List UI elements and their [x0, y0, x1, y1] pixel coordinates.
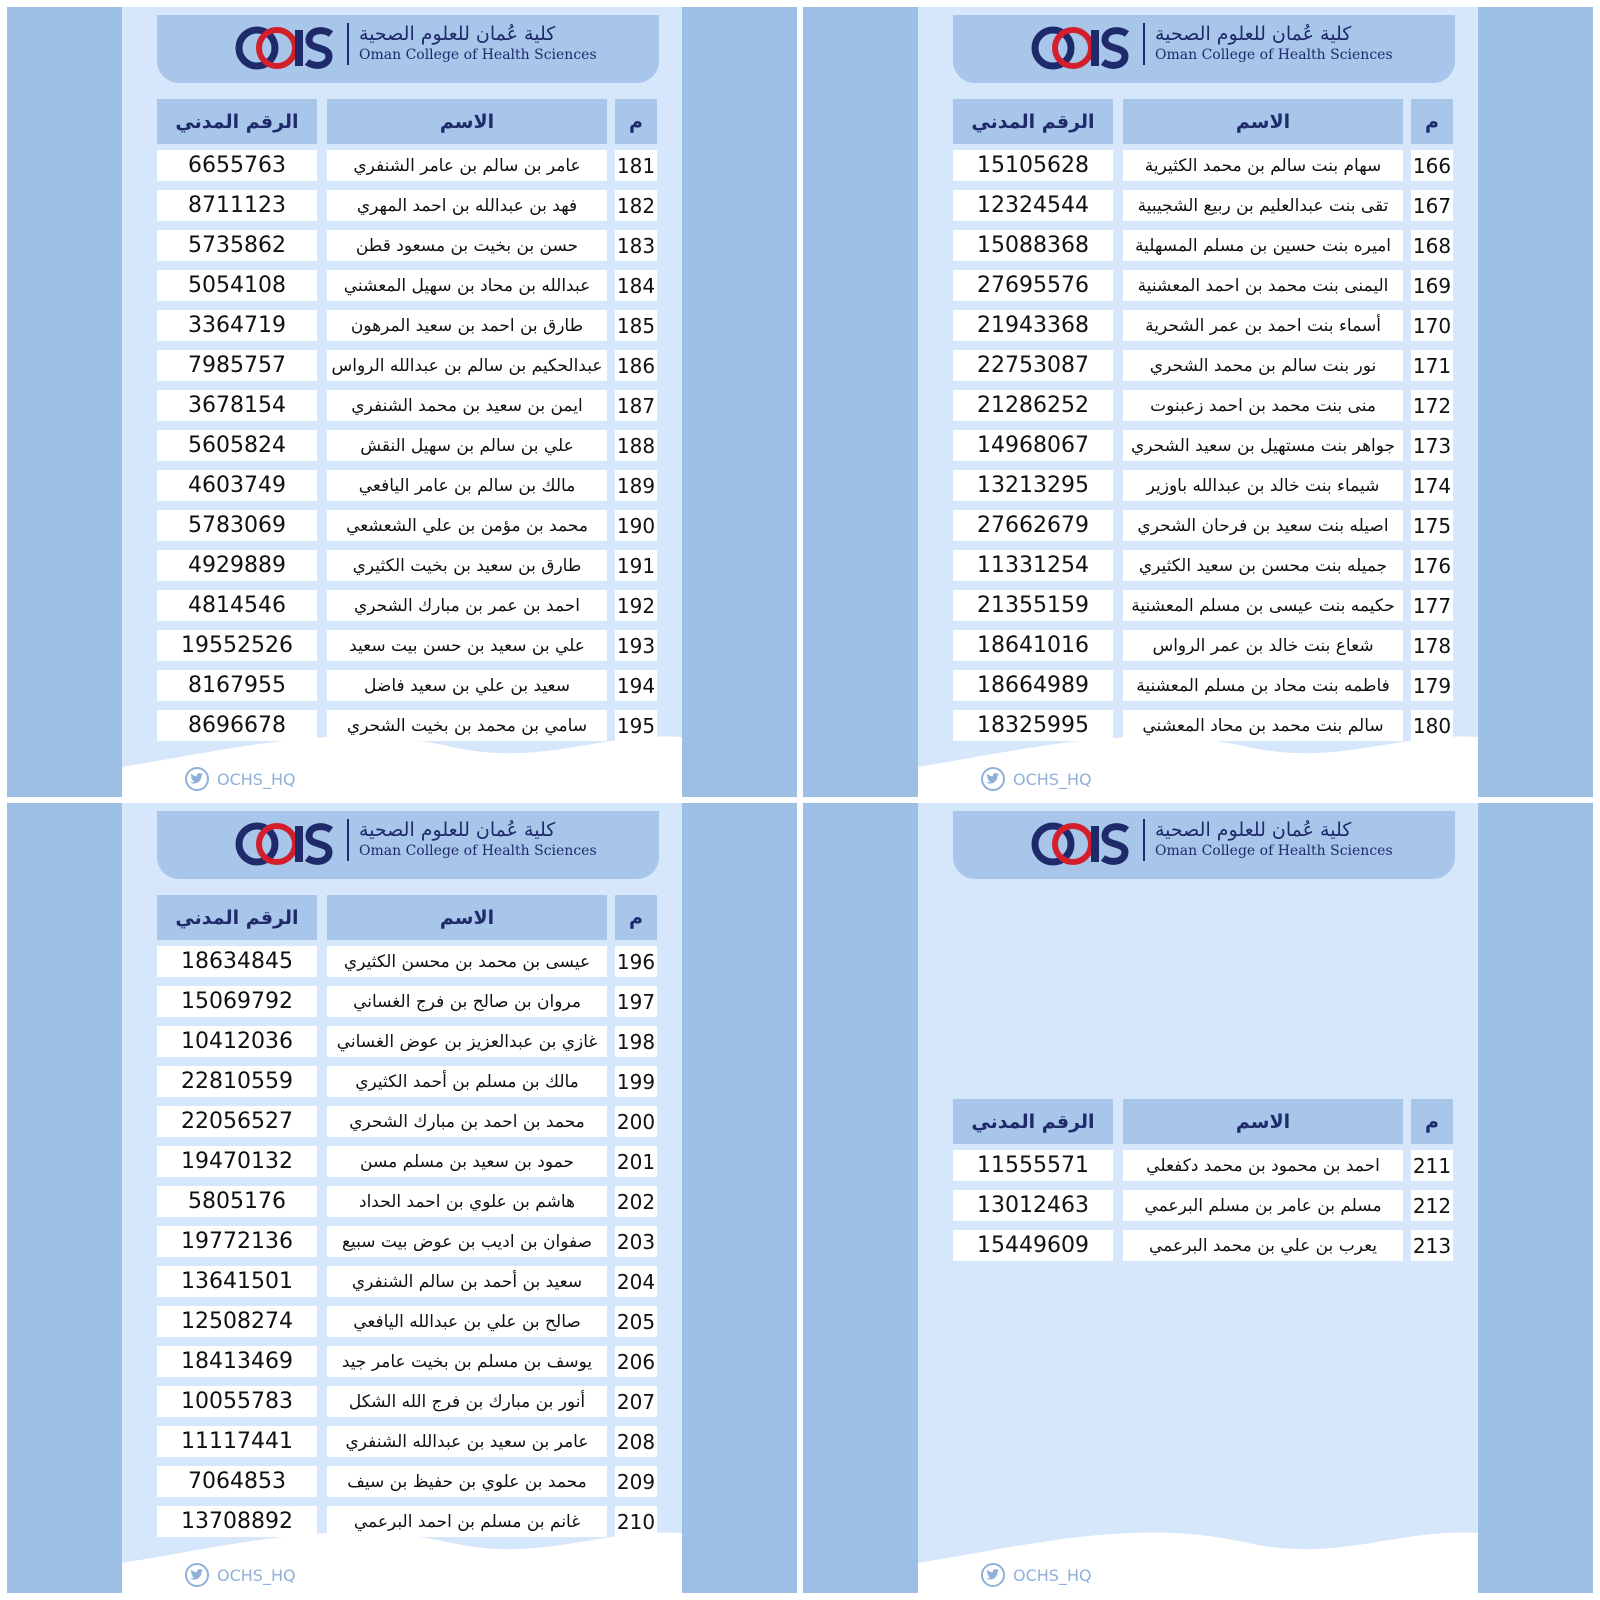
number-cell: 208	[615, 1426, 657, 1457]
ochs-logo-icon	[235, 22, 335, 74]
name-cell: احمد بن محمود بن محمد دكفعلي	[1123, 1150, 1403, 1181]
college-header	[157, 15, 659, 83]
header-civil-id: الرقم المدني	[157, 99, 317, 144]
civil-id-cell: 13213295	[953, 470, 1113, 501]
civil-id-cell: 15105628	[953, 150, 1113, 181]
twitter-bird-icon	[185, 1563, 209, 1587]
ochs-logo-icon	[235, 818, 335, 870]
number-cell: 175	[1411, 510, 1453, 541]
college-header	[157, 811, 659, 879]
name-cell: طارق بن احمد بن سعيد المرهون	[327, 310, 607, 341]
civil-id-cell: 15449609	[953, 1230, 1113, 1261]
number-cell: 173	[1411, 430, 1453, 461]
number-cell: 205	[615, 1306, 657, 1337]
header-number: م	[615, 895, 657, 940]
civil-id-cell: 4603749	[157, 470, 317, 501]
header-number: م	[1411, 99, 1453, 144]
civil-id-cell: 5605824	[157, 430, 317, 461]
number-cell: 178	[1411, 630, 1453, 661]
civil-id-cell: 18634845	[157, 946, 317, 977]
header-name: الاسم	[327, 895, 607, 940]
civil-id-cell: 15088368	[953, 230, 1113, 261]
civil-id-cell: 5735862	[157, 230, 317, 261]
name-cell: نور بنت سالم بن محمد الشحري	[1123, 350, 1403, 381]
header-civil-id: الرقم المدني	[953, 1099, 1113, 1144]
number-cell: 181	[615, 150, 657, 181]
civil-id-cell: 3364719	[157, 310, 317, 341]
college-name-ar: كلية عُمان للعلوم الصحية	[1155, 23, 1352, 45]
name-cell: جميله بنت محسن بن سعيد الكثيري	[1123, 550, 1403, 581]
name-cell: سعيد بن علي بن سعيد فاضل	[327, 670, 607, 701]
header-number: م	[615, 99, 657, 144]
logo-text	[347, 819, 599, 861]
civil-id-cell: 11331254	[953, 550, 1113, 581]
civil-id-cell: 7985757	[157, 350, 317, 381]
twitter-bird-icon	[185, 767, 209, 791]
college-name-en: Oman College of Health Sciences	[359, 843, 597, 859]
name-cell: مروان بن صالح بن فرج الغساني	[327, 986, 607, 1017]
name-cell: احمد بن عمر بن مبارك الشحري	[327, 590, 607, 621]
number-cell: 176	[1411, 550, 1453, 581]
number-cell: 209	[615, 1466, 657, 1497]
twitter-handle: OCHS_HQ	[1013, 769, 1092, 789]
name-cell: اليمنى بنت محمد بن احمد المعشنية	[1123, 270, 1403, 301]
number-cell: 195	[615, 710, 657, 741]
civil-id-cell: 11555571	[953, 1150, 1113, 1181]
panel-2	[803, 7, 1593, 797]
number-cell: 170	[1411, 310, 1453, 341]
civil-id-cell: 18413469	[157, 1346, 317, 1377]
civil-id-cell: 8711123	[157, 190, 317, 221]
name-cell: صفوان بن اديب بن عوض بيت سبيع	[327, 1226, 607, 1257]
name-cell: مسلم بن عامر بن مسلم البرعمي	[1123, 1190, 1403, 1221]
name-cell: أنور بن مبارك بن فرج الله الشكل	[327, 1386, 607, 1417]
number-cell: 187	[615, 390, 657, 421]
number-cell: 189	[615, 470, 657, 501]
name-cell: غازي بن عبدالعزيز بن عوض الغساني	[327, 1026, 607, 1057]
twitter-handle: OCHS_HQ	[217, 769, 296, 789]
name-cell: سامي بن محمد بن بخيت الشحري	[327, 710, 607, 741]
name-cell: شيماء بنت خالد بن عبدالله باوزير	[1123, 470, 1403, 501]
name-cell: أسماء بنت احمد بن عمر الشحرية	[1123, 310, 1403, 341]
number-cell: 167	[1411, 190, 1453, 221]
number-cell: 180	[1411, 710, 1453, 741]
number-cell: 183	[615, 230, 657, 261]
number-cell: 179	[1411, 670, 1453, 701]
college-header	[953, 15, 1455, 83]
name-cell: عامر بن سالم بن عامر الشنفري	[327, 150, 607, 181]
name-cell: ايمن بن سعيد بن محمد الشنفري	[327, 390, 607, 421]
twitter-link[interactable]	[185, 767, 296, 791]
header-civil-id: الرقم المدني	[157, 895, 317, 940]
name-cell: فاطمه بنت محاد بن مسلم المعشنية	[1123, 670, 1403, 701]
civil-id-cell: 4814546	[157, 590, 317, 621]
civil-id-cell: 18641016	[953, 630, 1113, 661]
twitter-bird-icon	[981, 767, 1005, 791]
number-cell: 211	[1411, 1150, 1453, 1181]
civil-id-cell: 14968067	[953, 430, 1113, 461]
name-cell: مالك بن مسلم بن أحمد الكثيري	[327, 1066, 607, 1097]
twitter-link[interactable]	[185, 1563, 296, 1587]
number-cell: 192	[615, 590, 657, 621]
number-cell: 184	[615, 270, 657, 301]
twitter-handle: OCHS_HQ	[1013, 1565, 1092, 1585]
number-cell: 204	[615, 1266, 657, 1297]
number-cell: 200	[615, 1106, 657, 1137]
number-cell: 207	[615, 1386, 657, 1417]
civil-id-cell: 21943368	[953, 310, 1113, 341]
number-cell: 196	[615, 946, 657, 977]
civil-id-cell: 19552526	[157, 630, 317, 661]
logo-text	[347, 23, 599, 65]
civil-id-cell: 27695576	[953, 270, 1113, 301]
civil-id-cell: 3678154	[157, 390, 317, 421]
college-name-en: Oman College of Health Sciences	[1155, 47, 1393, 63]
number-cell: 206	[615, 1346, 657, 1377]
ochs-logo-icon	[1031, 818, 1131, 870]
civil-id-cell: 5783069	[157, 510, 317, 541]
name-cell: عامر بن سعيد بن عبدالله الشنفري	[327, 1426, 607, 1457]
civil-id-cell: 5805176	[157, 1186, 317, 1217]
twitter-link[interactable]	[981, 1563, 1092, 1587]
college-name-en: Oman College of Health Sciences	[359, 47, 597, 63]
logo	[1031, 22, 1131, 78]
college-name-en: Oman College of Health Sciences	[1155, 843, 1393, 859]
panel-1	[7, 7, 797, 797]
number-cell: 197	[615, 986, 657, 1017]
civil-id-cell: 22810559	[157, 1066, 317, 1097]
number-cell: 210	[615, 1506, 657, 1537]
civil-id-cell: 10055783	[157, 1386, 317, 1417]
name-cell: تقى بنت عبدالعليم بن ربيع الشجيبية	[1123, 190, 1403, 221]
name-cell: علي بن سالم بن سهيل النقش	[327, 430, 607, 461]
civil-id-cell: 11117441	[157, 1426, 317, 1457]
name-cell: محمد بن مؤمن بن علي الشعشعي	[327, 510, 607, 541]
name-cell: منى بنت محمد بن احمد زعبنوت	[1123, 390, 1403, 421]
number-cell: 188	[615, 430, 657, 461]
number-cell: 171	[1411, 350, 1453, 381]
panel-3	[7, 803, 797, 1593]
name-cell: فهد بن عبدالله بن احمد المهري	[327, 190, 607, 221]
name-cell: عيسى بن محمد بن محسن الكثيري	[327, 946, 607, 977]
logo	[1031, 818, 1131, 874]
civil-id-cell: 4929889	[157, 550, 317, 581]
number-cell: 185	[615, 310, 657, 341]
name-cell: سهام بنت سالم بن محمد الكثيرية	[1123, 150, 1403, 181]
name-cell: جواهر بنت مستهيل بن سعيد الشحري	[1123, 430, 1403, 461]
civil-id-cell: 12324544	[953, 190, 1113, 221]
number-cell: 201	[615, 1146, 657, 1177]
civil-id-cell: 21355159	[953, 590, 1113, 621]
civil-id-cell: 18664989	[953, 670, 1113, 701]
number-cell: 212	[1411, 1190, 1453, 1221]
civil-id-cell: 8167955	[157, 670, 317, 701]
twitter-bird-icon	[981, 1563, 1005, 1587]
civil-id-cell: 13708892	[157, 1506, 317, 1537]
civil-id-cell: 19470132	[157, 1146, 317, 1177]
number-cell: 168	[1411, 230, 1453, 261]
college-header	[953, 811, 1455, 879]
name-cell: سعيد بن أحمد بن سالم الشنفري	[327, 1266, 607, 1297]
number-cell: 166	[1411, 150, 1453, 181]
ochs-logo-icon	[1031, 22, 1131, 74]
civil-id-cell: 19772136	[157, 1226, 317, 1257]
twitter-link[interactable]	[981, 767, 1092, 791]
logo	[235, 22, 335, 78]
name-cell: طارق بن سعيد بن بخيت الكثيري	[327, 550, 607, 581]
header-name: الاسم	[327, 99, 607, 144]
twitter-handle: OCHS_HQ	[217, 1565, 296, 1585]
header-civil-id: الرقم المدني	[953, 99, 1113, 144]
number-cell: 172	[1411, 390, 1453, 421]
logo-text	[1143, 819, 1395, 861]
number-cell: 213	[1411, 1230, 1453, 1261]
number-cell: 199	[615, 1066, 657, 1097]
header-number: م	[1411, 1099, 1453, 1144]
number-cell: 174	[1411, 470, 1453, 501]
name-cell: سالم بنت محمد بن محاد المعشني	[1123, 710, 1403, 741]
header-name: الاسم	[1123, 1099, 1403, 1144]
name-cell: يوسف بن مسلم بن بخيت عامر جيد	[327, 1346, 607, 1377]
number-cell: 169	[1411, 270, 1453, 301]
civil-id-cell: 22056527	[157, 1106, 317, 1137]
header-name: الاسم	[1123, 99, 1403, 144]
civil-id-cell: 7064853	[157, 1466, 317, 1497]
civil-id-cell: 10412036	[157, 1026, 317, 1057]
name-cell: شعاع بنت خالد بن عمر الرواس	[1123, 630, 1403, 661]
civil-id-cell: 12508274	[157, 1306, 317, 1337]
name-cell: عبدالله بن محاد بن سهيل المعشني	[327, 270, 607, 301]
number-cell: 186	[615, 350, 657, 381]
number-cell: 190	[615, 510, 657, 541]
civil-id-cell: 21286252	[953, 390, 1113, 421]
number-cell: 177	[1411, 590, 1453, 621]
number-cell: 202	[615, 1186, 657, 1217]
name-cell: غانم بن مسلم بن احمد البرعمي	[327, 1506, 607, 1537]
number-cell: 193	[615, 630, 657, 661]
name-cell: اصيله بنت سعيد بن فرحان الشحري	[1123, 510, 1403, 541]
logo-text	[1143, 23, 1395, 65]
civil-id-cell: 6655763	[157, 150, 317, 181]
name-cell: عبدالحكيم بن سالم بن عبدالله الرواس	[327, 350, 607, 381]
college-name-ar: كلية عُمان للعلوم الصحية	[1155, 819, 1352, 841]
civil-id-cell: 27662679	[953, 510, 1113, 541]
logo	[235, 818, 335, 874]
name-cell: هاشم بن علوي بن احمد الحداد	[327, 1186, 607, 1217]
civil-id-cell: 18325995	[953, 710, 1113, 741]
name-cell: مالك بن سالم بن عامر اليافعي	[327, 470, 607, 501]
civil-id-cell: 8696678	[157, 710, 317, 741]
number-cell: 191	[615, 550, 657, 581]
college-name-ar: كلية عُمان للعلوم الصحية	[359, 819, 556, 841]
name-cell: صالح بن علي بن عبدالله اليافعي	[327, 1306, 607, 1337]
number-cell: 198	[615, 1026, 657, 1057]
college-name-ar: كلية عُمان للعلوم الصحية	[359, 23, 556, 45]
name-cell: اميره بنت حسين بن مسلم المسهلية	[1123, 230, 1403, 261]
name-cell: علي بن سعيد بن حسن بيت سعيد	[327, 630, 607, 661]
panel-4	[803, 803, 1593, 1593]
name-cell: حمود بن سعيد بن مسلم مسن	[327, 1146, 607, 1177]
name-cell: حسن بن بخيت بن مسعود قطن	[327, 230, 607, 261]
name-cell: محمد بن علوي بن حفيظ بن سيف	[327, 1466, 607, 1497]
number-cell: 194	[615, 670, 657, 701]
civil-id-cell: 13641501	[157, 1266, 317, 1297]
number-cell: 203	[615, 1226, 657, 1257]
civil-id-cell: 15069792	[157, 986, 317, 1017]
civil-id-cell: 13012463	[953, 1190, 1113, 1221]
civil-id-cell: 5054108	[157, 270, 317, 301]
number-cell: 182	[615, 190, 657, 221]
name-cell: محمد بن احمد بن مبارك الشحري	[327, 1106, 607, 1137]
name-cell: يعرب بن علي بن محمد البرعمي	[1123, 1230, 1403, 1261]
name-cell: حكيمه بنت عيسى بن مسلم المعشنية	[1123, 590, 1403, 621]
civil-id-cell: 22753087	[953, 350, 1113, 381]
